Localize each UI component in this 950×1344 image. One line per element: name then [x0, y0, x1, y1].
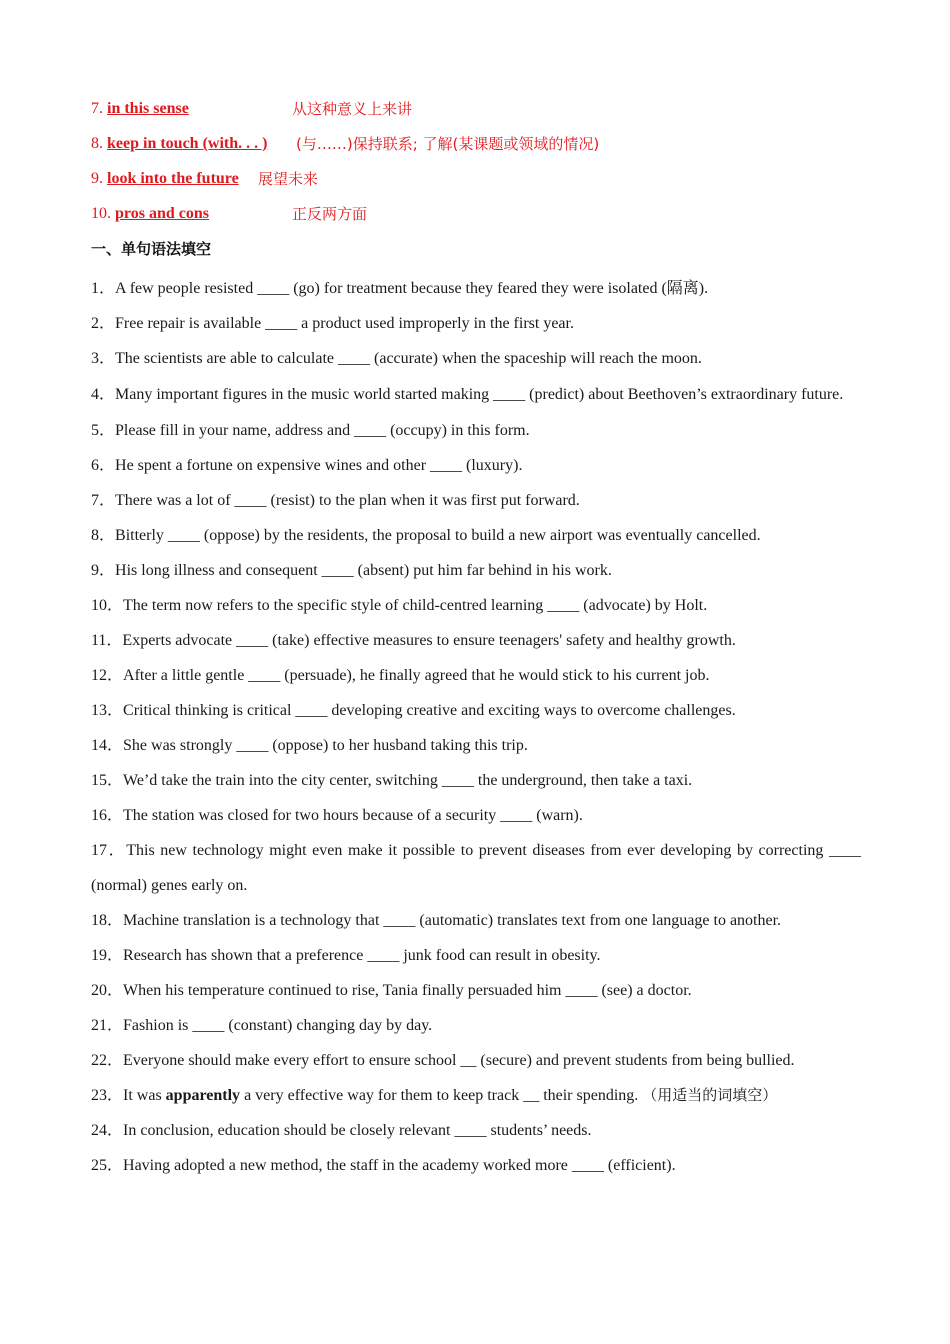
question-number: 22．: [91, 1052, 124, 1069]
section-title: 一、单句语法填空: [91, 240, 212, 258]
phrase-meaning: 展望未来: [258, 170, 319, 188]
question-item: [91, 413, 861, 448]
phrase-term: in this sense: [107, 100, 189, 117]
question-item: [91, 658, 861, 693]
question-item: [91, 588, 861, 623]
question-text: Many important figures in the music world started making ____ (predict) about Beethoven’s extraordinary future.: [115, 386, 844, 403]
phrase-number: 9.: [91, 170, 103, 187]
question-item: [91, 553, 861, 588]
question-item: [91, 1148, 861, 1183]
question-text: His long illness and consequent ____ (absent) put him far behind in his work.: [115, 562, 612, 579]
question-item: [91, 341, 861, 376]
emphasized-word: apparently: [165, 1087, 241, 1104]
question-number: 25．: [91, 1157, 124, 1174]
question-number: 21．: [91, 1017, 124, 1034]
question-item: [91, 518, 861, 553]
question-number: 17．: [91, 842, 127, 859]
question-item: [91, 376, 861, 413]
question-item: [91, 483, 861, 518]
question-number: 10．: [91, 597, 124, 614]
question-number: 13．: [91, 702, 124, 719]
question-item: [91, 763, 861, 798]
question-number: 3．: [91, 350, 116, 367]
question-text: After a little gentle ____ (persuade), he finally agreed that he would stick to his current job.: [123, 667, 710, 684]
question-number: 12．: [91, 667, 124, 684]
phrase-meaning: 从这种意义上来讲: [292, 100, 413, 118]
question-number: 14．: [91, 737, 124, 754]
question-text: Free repair is available ____ a product used improperly in the first year.: [115, 315, 574, 332]
question-text: Fashion is ____ (constant) changing day by day.: [123, 1017, 433, 1034]
phrase-item: [91, 201, 861, 236]
question-number: 6．: [91, 457, 116, 474]
question-item: [91, 903, 861, 938]
question-text: Research has shown that a preference ____ junk food can result in obesity.: [123, 947, 601, 964]
question-text: When his temperature continued to rise, Tania finally persuaded him ____ (see) a doctor.: [123, 982, 692, 999]
question-item: [91, 1113, 861, 1148]
worksheet-page: [91, 96, 861, 1183]
question-text: There was a lot of ____ (resist) to the plan when it was first put forward.: [115, 492, 580, 509]
question-text: A few people resisted ____ (go) for treatment because they feared they were isolated (隔离).: [115, 280, 709, 297]
phrase-item: [91, 166, 861, 201]
question-number: 15．: [91, 772, 124, 789]
question-item: [91, 1008, 861, 1043]
question-item: [91, 1078, 861, 1113]
question-number: 19．: [91, 947, 124, 964]
question-text: Please fill in your name, address and ____ (occupy) in this form.: [115, 422, 530, 439]
question-text: In conclusion, education should be closely relevant ____ students’ needs.: [123, 1122, 592, 1139]
question-text-pre: It was: [123, 1087, 166, 1104]
question-text: Bitterly ____ (oppose) by the residents, the proposal to build a new airport was eventually cancelled.: [115, 527, 761, 544]
question-item: [91, 938, 861, 973]
question-text: She was strongly ____ (oppose) to her husband taking this trip.: [123, 737, 528, 754]
question-item: [91, 306, 861, 341]
phrase-term: look into the future: [107, 170, 239, 187]
phrase-item: [91, 131, 861, 166]
question-text: Critical thinking is critical ____ developing creative and exciting ways to overcome challenges.: [123, 702, 736, 719]
question-text: The scientists are able to calculate ____ (accurate) when the spaceship will reach the moon.: [115, 350, 702, 367]
question-number: 9．: [91, 562, 116, 579]
question-number: 24．: [91, 1122, 124, 1139]
phrase-term: keep in touch (with. . . ): [107, 135, 268, 152]
question-item: [91, 448, 861, 483]
question-item: [91, 833, 861, 903]
question-item: [91, 973, 861, 1008]
question-number: 18．: [91, 912, 124, 929]
question-number: 11．: [91, 632, 123, 649]
question-number: 4．: [91, 386, 116, 403]
phrase-number: 10.: [91, 205, 111, 222]
question-text-post: a very effective way for them to keep track __ their spending.: [240, 1087, 643, 1104]
phrase-meaning: 正反两方面: [292, 205, 368, 223]
question-text: Having adopted a new method, the staff in the academy worked more ____ (efficient).: [123, 1157, 676, 1174]
question-text: Experts advocate ____ (take) effective measures to ensure teenagers' safety and healthy growth.: [122, 632, 736, 649]
phrase-number: 8.: [91, 135, 103, 152]
question-number: 16．: [91, 807, 124, 824]
phrase-meaning: (与……)保持联系; 了解(某课题或领域的情况): [296, 135, 600, 153]
question-number: 20．: [91, 982, 124, 999]
question-number: 5．: [91, 422, 116, 439]
question-text: This new technology might even make it possible to prevent diseases from ever developing by correcting ____ (normal) genes early on.: [91, 842, 861, 894]
question-item: [91, 798, 861, 833]
question-text: He spent a fortune on expensive wines and other ____ (luxury).: [115, 457, 523, 474]
question-text: We’d take the train into the city center, switching ____ the underground, then take a taxi.: [123, 772, 693, 789]
question-number: 2．: [91, 315, 116, 332]
phrase-item: [91, 96, 861, 131]
question-item: [91, 728, 861, 763]
question-number: 8．: [91, 527, 116, 544]
instruction-note: （用适当的词填空）: [642, 1086, 778, 1104]
question-text: The station was closed for two hours because of a security ____ (warn).: [123, 807, 583, 824]
question-number: 1．: [91, 280, 116, 297]
question-text: The term now refers to the specific style of child-centred learning ____ (advocate) by Holt.: [123, 597, 708, 614]
question-text: Machine translation is a technology that ____ (automatic) translates text from one language to another.: [123, 912, 782, 929]
question-number: 7．: [91, 492, 116, 509]
question-item: [91, 623, 861, 658]
question-text: Everyone should make every effort to ensure school __ (secure) and prevent students from being bullied.: [123, 1052, 795, 1069]
question-number: 23．: [91, 1087, 124, 1104]
phrase-term: pros and cons: [115, 205, 209, 222]
question-item: [91, 1043, 861, 1078]
phrase-number: 7.: [91, 100, 103, 117]
question-item: [91, 271, 861, 306]
question-item: [91, 693, 861, 728]
